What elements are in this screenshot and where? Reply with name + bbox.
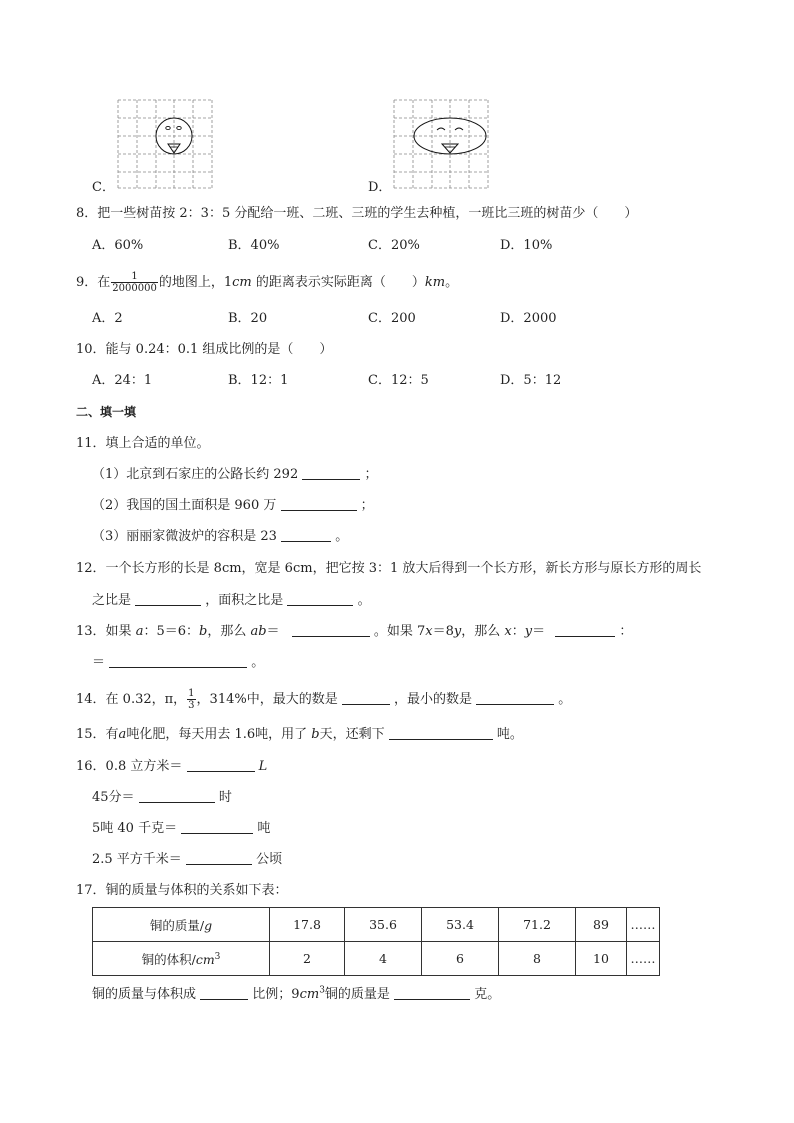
q9-frac-num: 1 xyxy=(111,271,158,283)
q11-item-2 xyxy=(92,498,374,514)
copper-table xyxy=(92,907,660,976)
option-d-grid-drawing xyxy=(392,98,490,190)
section-title-fill-in: 二、填一填 xyxy=(76,405,137,419)
q10-option-d: D．5：12 xyxy=(500,373,562,388)
q12-line2b: ，面积之比是 xyxy=(205,593,284,608)
q9-option-d: D．2000 xyxy=(500,311,557,326)
q10-stem: 10．能与 0.24：0.1 组成比例的是（ ） xyxy=(76,342,333,357)
table-cell: 17.8 xyxy=(270,908,345,942)
q8-option-d: D．10% xyxy=(500,238,553,253)
q12-line2a: 之比是 xyxy=(92,593,132,608)
q15-var-b: b xyxy=(311,727,320,742)
q11-item-2-end: ； xyxy=(360,498,374,513)
q16-line1 xyxy=(76,759,267,775)
q12-line2 xyxy=(92,593,371,609)
q17-tail-sup: 3 xyxy=(319,985,325,996)
q14-text-c: ，最小的数是 xyxy=(394,692,473,707)
q14-line xyxy=(76,686,571,714)
q16-l3a: 5吨 40 千克＝ xyxy=(92,821,178,836)
row2-label: 铜的体积/ xyxy=(141,951,196,967)
option-d-figure xyxy=(392,98,490,194)
q16-l4b: 公顷 xyxy=(256,852,283,867)
q14-fraction xyxy=(187,688,195,711)
q11-stem: 11．填上合适的单位。 xyxy=(76,436,210,451)
table-row xyxy=(93,908,660,942)
q16-l4a: 2.5 平方千米＝ xyxy=(92,852,182,867)
q13-line2b: 。 xyxy=(251,655,265,670)
q13-text-h: ： xyxy=(511,624,525,639)
q8-option-b: B．40% xyxy=(228,238,280,253)
q15-text-b: 吨化肥，每天用去 1.6吨，用了 xyxy=(126,727,308,742)
q8-option-a: A．60% xyxy=(92,238,144,253)
row1-label: 铜的质量/ xyxy=(149,917,205,933)
q17-tail xyxy=(92,987,500,1003)
q16-blank-3[interactable] xyxy=(181,821,253,834)
q12-line2c: 。 xyxy=(357,593,371,608)
q13-line1 xyxy=(76,624,632,640)
q11-item-3-text: （3）丽丽家微波炉的容积是 23 xyxy=(92,529,277,544)
q13-text-a: 13．如果 xyxy=(76,624,136,639)
q8-option-c: C．20% xyxy=(368,238,420,253)
table-cell: 2 xyxy=(270,942,345,976)
q12-line1: 12．一个长方形的长是 8cm，宽是 6cm，把它按 3：1 放大后得到一个长方形，新长方形与原长方形的周长 xyxy=(76,561,702,576)
q16-line4 xyxy=(92,852,282,868)
table-cell: 6 xyxy=(422,942,499,976)
table-cell: 71.2 xyxy=(499,908,576,942)
q13-blank-ratio-right[interactable] xyxy=(109,655,247,668)
q13-text-c: ，那么 xyxy=(207,624,251,639)
q13-var-x: x xyxy=(425,624,433,639)
table-cell: …… xyxy=(627,908,660,942)
q14-frac-den: 3 xyxy=(188,700,195,711)
q13-var-b: b xyxy=(199,624,208,639)
q14-text-b: ，314%中，最大的数是 xyxy=(196,692,338,707)
q13-var-a: a xyxy=(135,624,144,639)
q13-line2 xyxy=(92,655,264,671)
q9-frac-den: 2000000 xyxy=(112,283,157,294)
q16-blank-4[interactable] xyxy=(186,852,252,865)
q11-item-3 xyxy=(92,529,348,545)
q9-option-b: B．20 xyxy=(228,311,268,326)
q9-option-a: A．2 xyxy=(92,311,123,326)
row1-unit: g xyxy=(204,917,213,933)
q10-option-a: A．24：1 xyxy=(92,373,153,388)
q13-blank-ab[interactable] xyxy=(292,624,370,637)
q17-blank-mass[interactable] xyxy=(394,987,470,1000)
q9-prefix: 9．在 xyxy=(76,275,111,290)
q10-option-c: C．12：5 xyxy=(368,373,429,388)
q11-item-3-end: 。 xyxy=(335,529,349,544)
q13-text-j: ： xyxy=(619,624,633,639)
q14-text-d: 。 xyxy=(558,692,572,707)
q15-var-a: a xyxy=(118,727,127,742)
q13-text-b: ：5＝6： xyxy=(143,624,199,639)
row1-label-cell xyxy=(93,908,270,942)
q16-l3b: 吨 xyxy=(257,821,271,836)
q12-blank-perimeter[interactable] xyxy=(135,593,201,606)
q13-text-d: ＝ xyxy=(266,624,280,639)
q9-unit-km: km xyxy=(424,275,446,290)
q15-blank[interactable] xyxy=(389,727,493,740)
row2-sup: 3 xyxy=(214,951,221,962)
q17-tail-b: 比例；9 xyxy=(252,987,300,1002)
option-c-label: C． xyxy=(92,180,115,195)
q14-blank-min[interactable] xyxy=(476,692,554,705)
row2-label-cell xyxy=(93,942,270,976)
q13-var-y2: y xyxy=(524,624,533,639)
q17-blank-proportion[interactable] xyxy=(200,987,248,1000)
table-row xyxy=(93,942,660,976)
q15-text-c: 天，还剩下 xyxy=(319,727,385,742)
q14-text-a: 14．在 0.32，π， xyxy=(76,692,187,707)
q13-text-g: ，那么 xyxy=(461,624,505,639)
q11-item-1-blank[interactable] xyxy=(302,467,360,480)
q15-text-a: 15．有 xyxy=(76,727,119,742)
table-cell: 53.4 xyxy=(422,908,499,942)
q13-var-ab: ab xyxy=(250,624,267,639)
row2-unit: cm xyxy=(195,951,215,967)
q14-blank-max[interactable] xyxy=(342,692,390,705)
q17-stem: 17．铜的质量与体积的关系如下表： xyxy=(76,883,288,898)
q11-item-1-end: ； xyxy=(364,467,378,482)
table-cell: 10 xyxy=(576,942,627,976)
table-cell: …… xyxy=(627,942,660,976)
q11-item-1-text: （1）北京到石家庄的公路长约 292 xyxy=(92,467,299,482)
q16-l2b: 时 xyxy=(218,790,232,805)
q16-line2 xyxy=(92,790,232,806)
q10-option-b: B．12：1 xyxy=(228,373,289,388)
q16-l1a: 16．0.8 立方米＝ xyxy=(76,759,183,774)
q17-tail-a: 铜的质量与体积成 xyxy=(92,987,197,1002)
q9-fraction xyxy=(111,271,158,294)
q11-item-1 xyxy=(92,467,378,483)
q13-text-i: ＝ xyxy=(532,624,546,639)
table-cell: 35.6 xyxy=(345,908,422,942)
q13-blank-ratio-left[interactable] xyxy=(555,624,615,637)
q12-blank-area[interactable] xyxy=(287,593,353,606)
q16-l1b: L xyxy=(258,759,268,774)
q17-tail-c: 铜的质量是 xyxy=(324,987,390,1002)
q11-item-2-blank[interactable] xyxy=(281,498,357,511)
q13-var-x2: x xyxy=(504,624,512,639)
option-c-figure xyxy=(116,98,214,194)
q17-tail-d: 克。 xyxy=(474,987,501,1002)
q9-stem xyxy=(76,268,458,298)
q9-end: 。 xyxy=(445,275,459,290)
q15-line xyxy=(76,727,523,743)
q9-option-c: C．200 xyxy=(368,311,416,326)
q16-line3 xyxy=(92,821,270,837)
q15-text-d: 吨。 xyxy=(496,727,523,742)
q16-blank-1[interactable] xyxy=(187,759,255,772)
q16-l2a: 45分＝ xyxy=(92,790,135,805)
q9-mid2: 的距离表示实际距离（ ） xyxy=(251,275,425,290)
q13-line2a: ＝ xyxy=(92,655,106,670)
option-d-label: D． xyxy=(368,180,392,195)
table-cell: 8 xyxy=(499,942,576,976)
q8-stem: 8．把一些树苗按 2：3：5 分配给一班、二班、三班的学生去种植，一班比三班的树苗少（ ） xyxy=(76,206,638,221)
table-cell: 4 xyxy=(345,942,422,976)
option-c-grid-drawing xyxy=(116,98,214,190)
q14-frac-num: 1 xyxy=(188,688,195,699)
q17-tail-unit: cm xyxy=(299,987,320,1002)
q13-text-e: 。如果 7 xyxy=(373,624,426,639)
q11-item-3-blank[interactable] xyxy=(281,529,331,542)
table-cell: 89 xyxy=(576,908,627,942)
q9-mid: 的地图上，1 xyxy=(158,275,233,290)
q13-text-f: ＝8 xyxy=(432,624,454,639)
q13-var-y: y xyxy=(453,624,462,639)
q9-unit-cm: cm xyxy=(232,275,252,290)
q16-blank-2[interactable] xyxy=(139,790,215,803)
q11-item-2-text: （2）我国的国土面积是 960 万 xyxy=(92,498,277,513)
